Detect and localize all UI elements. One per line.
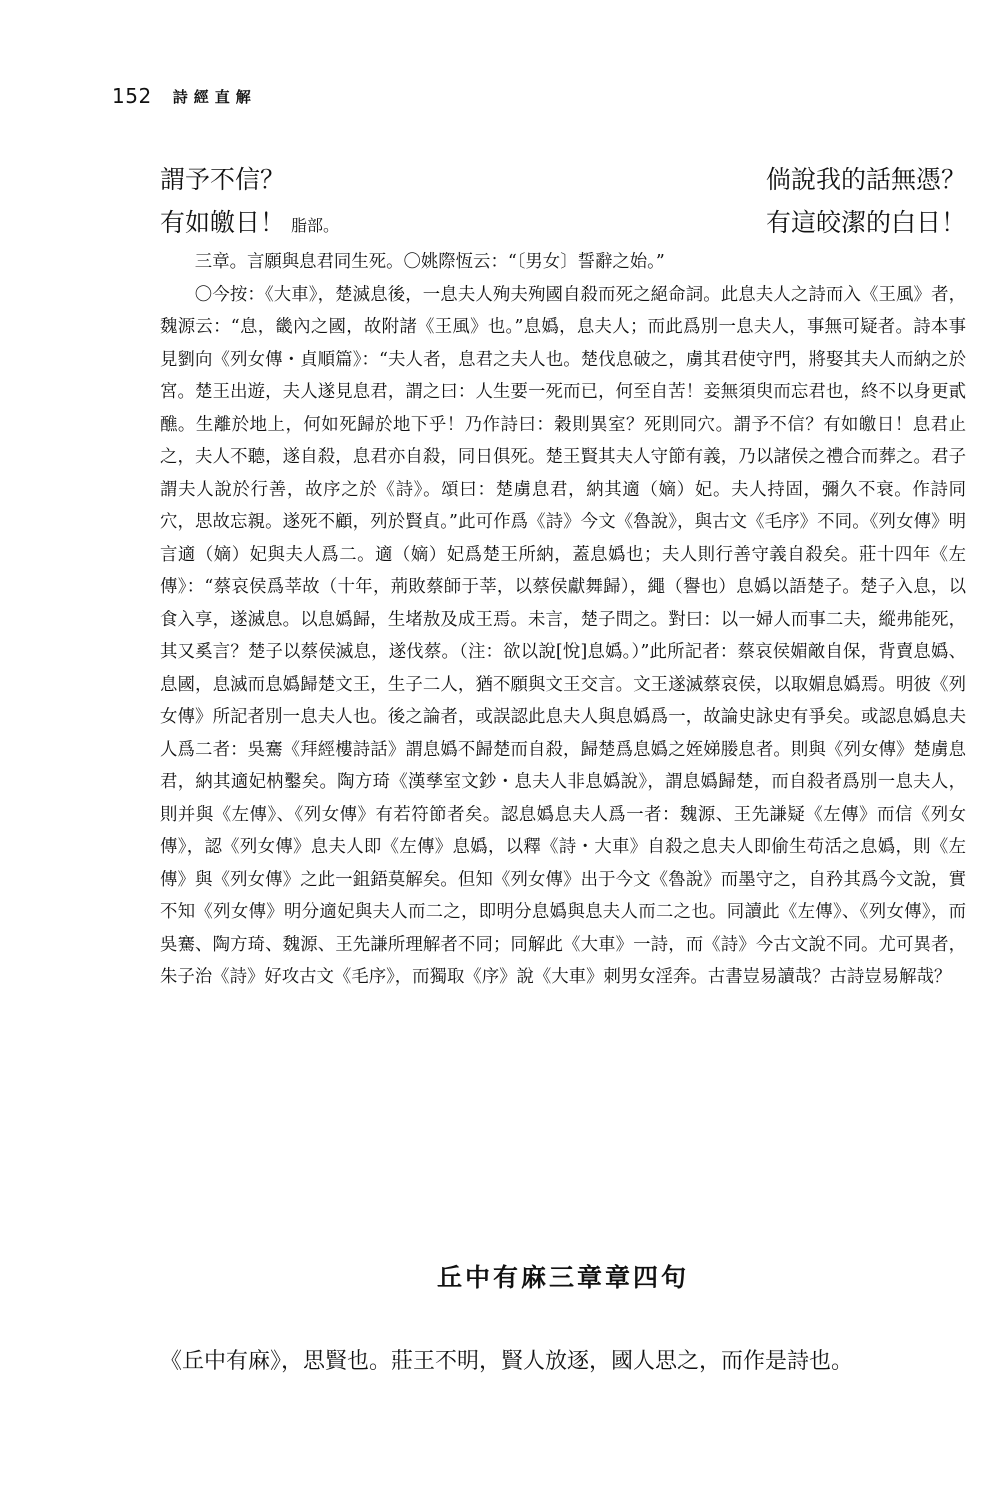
commentary <box>160 246 966 994</box>
commentary-paragraph: 〇今按：《大車》，楚滅息後，一息夫人殉夫殉國自殺而死之絕命詞。此息夫人之詩而入《王風》者，魏源云：“息，畿內之國，故附諸《王風》也。”息嬀，息夫人；而此爲別一息夫人，事無可疑者。詩本事見劉向《列女傳・貞順篇》：“夫人者，息君之夫人也。楚伐息破之，虜其君使守門，將娶其夫人而納之於宮。楚王出遊，夫人遂見息君，謂之曰：人生要一死而已，何至自苦！妾無須臾而忘君也，終不以身更貳醮。生離於地上，何如死歸於地下乎！乃作詩曰：穀則異室？死則同穴。謂予不信？有如皦日！息君止之，夫人不聽，遂自殺，息君亦自殺，同日俱死。楚王賢其夫人守節有義，乃以諸侯之禮合而葬之。君子謂夫人說於行善，故序之於《詩》。頌曰：楚虜息君，納其適（嫡）妃。夫人持固，彌久不衰。作詩同穴，思故忘親。遂死不顧，列於賢貞。”此可作爲《詩》今文《魯說》，與古文《毛序》不同。《列女傳》明言適（嫡）妃與夫人爲二。適（嫡）妃爲楚王所納，蓋息嬀也；夫人則行善守義自殺矣。莊十四年《左傳》：“蔡哀侯爲莘故（十年，荊敗蔡師于莘，以蔡侯獻舞歸），繩（譽也）息嬀以語楚子。楚子入息，以食入享，遂滅息。以息嬀歸，生堵敖及成王焉。未言，楚子問之。對曰：以一婦人而事二夫，縱弗能死，其又奚言？楚子以蔡侯滅息，遂伐蔡。（注：欲以說[悅]息嬀。）”此所記者：蔡哀侯媚敵自保，背賣息嬀、息國，息滅而息嬀歸楚文王，生子二人，猶不願與文王交言。文王遂滅蔡哀侯，以取媚息嬀焉。明彼《列女傳》所記者別一息夫人也。後之論者，或誤認此息夫人與息嬀爲一，故論史詠史有爭矣。或認息嬀息夫人爲二者：吳騫《拜經樓詩話》謂息嬀不歸楚而自殺，歸楚爲息嬀之姪娣媵息者。則與《列女傳》楚虜息君，納其適妃枘鑿矣。陶方琦《漢孳室文鈔・息夫人非息嬀說》，謂息嬀歸楚，而自殺者爲別一息夫人，則并與《左傳》、《列女傳》有若符節者矣。認息嬀息夫人爲一者：魏源、王先謙疑《左傳》而信《列女傳》，認《列女傳》息夫人即《左傳》息嬀，以釋《詩・大車》自殺之息夫人即偷生苟活之息嬀，則《左傳》與《列女傳》之此一鉏鋙莫解矣。但知《列女傳》出于今文《魯說》而墨守之，自矜其爲今文說，實不知《列女傳》明分適妃與夫人而二之，即明分息嬀與息夫人而二之也。同讀此《左傳》、《列女傳》，而吳騫、陶方琦、魏源、王先謙所理解者不同；同解此《大車》一詩，而《詩》今古文說不同。尤可異者，朱子治《詩》好攻古文《毛序》，而獨取《序》說《大車》刺男女淫奔。古書豈易讀哉？古詩豈易解哉？ <box>160 284 966 987</box>
running-header <box>112 84 257 114</box>
verse-original: 謂予不信？ <box>160 165 286 194</box>
rhyme-note: 脂部。 <box>291 216 340 235</box>
verse-line <box>160 160 966 204</box>
verse-line <box>160 203 966 247</box>
verse-translation: 有這皎潔的白日！ <box>765 208 966 237</box>
section-title: 丘中有麻三章章四句 <box>436 1263 689 1292</box>
verse-translation: 倘說我的話無憑？ <box>765 165 966 194</box>
verse-original: 有如皦日！ 脂部。 <box>160 208 340 237</box>
commentary-paragraph: 三章。言願與息君同生死。〇姚際恆云：“〔男女〕誓辭之始。” <box>194 252 665 272</box>
page-number: 152 <box>112 84 152 108</box>
poem-preface: 《丘中有麻》，思賢也。莊王不明，賢人放逐，國人思之，而作是詩也。 <box>160 1349 854 1374</box>
book-title: 詩經直解 <box>172 87 257 106</box>
